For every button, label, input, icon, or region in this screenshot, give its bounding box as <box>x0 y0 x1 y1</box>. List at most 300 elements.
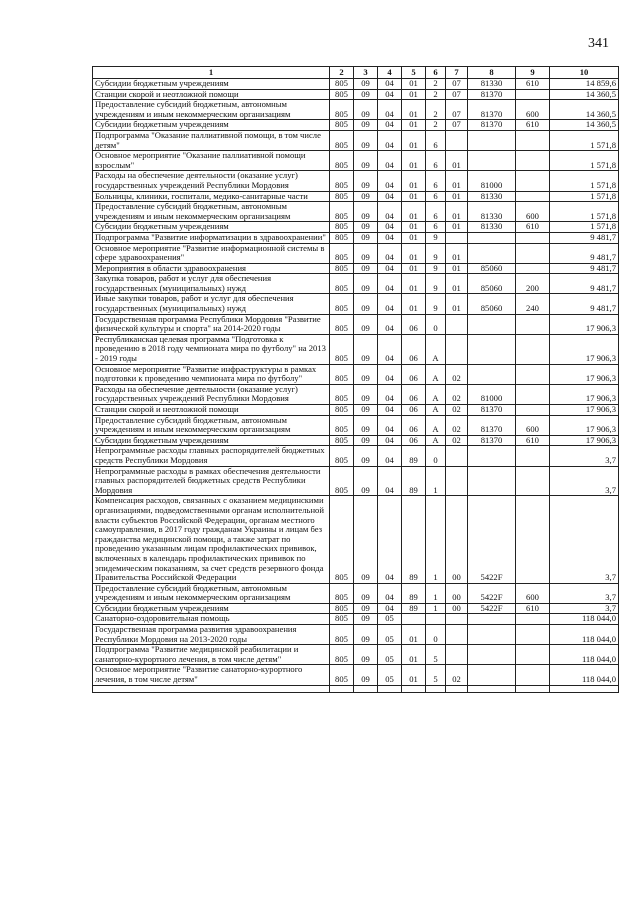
cell-ministry: 805 <box>330 603 354 614</box>
cell-direction: 81000 <box>468 171 516 191</box>
cell-activity: 02 <box>446 665 468 685</box>
header-cell: 4 <box>378 67 402 79</box>
header-cell: 5 <box>402 67 426 79</box>
cell-subsection: 04 <box>378 100 402 120</box>
cell-program: 06 <box>402 364 426 384</box>
cell-activity <box>446 446 468 466</box>
cell-amount: 14 360,5 <box>550 100 619 120</box>
cell-ministry: 805 <box>330 120 354 131</box>
cell-expense-type: 600 <box>516 583 550 603</box>
cell-subsection: 04 <box>378 120 402 131</box>
cell-section: 09 <box>354 130 378 150</box>
table-row <box>93 415 619 435</box>
cell-ministry: 805 <box>330 232 354 243</box>
cell-name: Государственная программа развития здравоохранения Республики Мордовия на 2013-2020 годы <box>93 625 330 645</box>
cell-ministry: 805 <box>330 405 354 416</box>
cell-program: 01 <box>402 171 426 191</box>
table-row <box>93 79 619 90</box>
cell-subprogram: 0 <box>426 625 446 645</box>
cell-ministry: 805 <box>330 364 354 384</box>
header-cell: 3 <box>354 67 378 79</box>
cell-program: 06 <box>402 314 426 334</box>
cell-activity: 01 <box>446 151 468 171</box>
cell-name: Субсидии бюджетным учреждениям <box>93 435 330 446</box>
cell-name: Республиканская целевая программа "Подготовка к проведению в 2018 году чемпионата мира по футболу" на 2013 - 2019 годы <box>93 334 330 364</box>
cell-activity: 07 <box>446 120 468 131</box>
cell-direction: 81330 <box>468 79 516 90</box>
cell-activity: 02 <box>446 405 468 416</box>
table-row <box>93 665 619 685</box>
cell-activity: 07 <box>446 89 468 100</box>
cell-program <box>402 614 426 625</box>
table-row <box>93 583 619 603</box>
cell-expense-type <box>516 232 550 243</box>
cell-subprogram: 2 <box>426 89 446 100</box>
cell-expense-type <box>516 446 550 466</box>
cell-amount: 1 571,8 <box>550 191 619 202</box>
cell-activity: 00 <box>446 583 468 603</box>
cell-section: 09 <box>354 263 378 274</box>
cell-amount: 17 906,3 <box>550 334 619 364</box>
cell-subprogram: 5 <box>426 665 446 685</box>
cell-section: 09 <box>354 222 378 233</box>
cell-direction <box>468 314 516 334</box>
cell-subsection: 05 <box>378 614 402 625</box>
cell-subsection: 04 <box>378 243 402 263</box>
cell-subsection: 04 <box>378 314 402 334</box>
cell-program: 89 <box>402 496 426 583</box>
cell-subsection: 04 <box>378 263 402 274</box>
cell-section: 09 <box>354 415 378 435</box>
cell-name: Подпрограмма "Оказание паллиативной помощи, в том числе детям" <box>93 130 330 150</box>
cell-name: Станции скорой и неотложной помощи <box>93 89 330 100</box>
cell-ministry: 805 <box>330 435 354 446</box>
cell-amount: 3,7 <box>550 583 619 603</box>
cell-expense-type: 610 <box>516 603 550 614</box>
cell-subprogram: А <box>426 364 446 384</box>
table-row <box>93 243 619 263</box>
cell-expense-type <box>516 665 550 685</box>
cell-ministry: 805 <box>330 100 354 120</box>
cell-ministry: 805 <box>330 274 354 294</box>
cell-direction: 81370 <box>468 89 516 100</box>
cell-expense-type <box>516 171 550 191</box>
cell-amount: 1 571,8 <box>550 222 619 233</box>
cell-direction: 85060 <box>468 274 516 294</box>
cell-program: 89 <box>402 603 426 614</box>
table-row <box>93 191 619 202</box>
cell-subsection: 04 <box>378 294 402 314</box>
cell-ministry: 805 <box>330 415 354 435</box>
cell-amount: 17 906,3 <box>550 384 619 404</box>
cell-program: 06 <box>402 334 426 364</box>
cell-ministry: 805 <box>330 89 354 100</box>
cell-section: 09 <box>354 603 378 614</box>
cell-section: 09 <box>354 496 378 583</box>
cell-name: Станции скорой и неотложной помощи <box>93 405 330 416</box>
cell-ministry: 805 <box>330 151 354 171</box>
cell-direction: 5422F <box>468 496 516 583</box>
cell-subprogram: 2 <box>426 79 446 90</box>
cell-expense-type: 200 <box>516 274 550 294</box>
cell-ministry: 805 <box>330 496 354 583</box>
cell-name: Предоставление субсидий бюджетным, автономным учреждениям и иным некоммерческим организациям <box>93 202 330 222</box>
cell-direction: 85060 <box>468 263 516 274</box>
cell-name: Основное мероприятие "Развитие информационной системы в сфере здравоохранения" <box>93 243 330 263</box>
table-row <box>93 202 619 222</box>
cell-activity: 02 <box>446 384 468 404</box>
cell-direction: 81370 <box>468 405 516 416</box>
cell-direction <box>468 243 516 263</box>
cell-subsection: 04 <box>378 79 402 90</box>
cell-amount: 9 481,7 <box>550 294 619 314</box>
cell-ministry: 805 <box>330 645 354 665</box>
cell-direction: 5422F <box>468 583 516 603</box>
cell-section: 09 <box>354 446 378 466</box>
cell-amount: 3,7 <box>550 603 619 614</box>
cell-section: 09 <box>354 202 378 222</box>
cell-direction <box>468 232 516 243</box>
cell-subprogram: 9 <box>426 294 446 314</box>
cell-expense-type <box>516 89 550 100</box>
cell-subsection: 04 <box>378 415 402 435</box>
table-header-row <box>93 67 619 79</box>
cell-activity: 01 <box>446 222 468 233</box>
cell-activity: 07 <box>446 79 468 90</box>
cell-ministry: 805 <box>330 625 354 645</box>
cell-subsection: 04 <box>378 435 402 446</box>
cell-subsection: 04 <box>378 583 402 603</box>
cell-activity: 02 <box>446 415 468 435</box>
table-row <box>93 171 619 191</box>
cell-program: 01 <box>402 665 426 685</box>
cell-direction <box>468 364 516 384</box>
cell-section: 09 <box>354 120 378 131</box>
cell-subsection: 05 <box>378 645 402 665</box>
cell-subprogram: 1 <box>426 603 446 614</box>
cell-ministry: 805 <box>330 466 354 496</box>
cell-program: 01 <box>402 202 426 222</box>
cell-subsection: 05 <box>378 625 402 645</box>
cell-expense-type <box>516 130 550 150</box>
header-cell: 2 <box>330 67 354 79</box>
cell-subprogram <box>426 614 446 625</box>
cell-amount: 9 481,7 <box>550 263 619 274</box>
cell-amount: 9 481,7 <box>550 274 619 294</box>
cell-direction: 81370 <box>468 415 516 435</box>
cell-subsection: 04 <box>378 446 402 466</box>
cell-amount: 1 571,8 <box>550 202 619 222</box>
header-cell: 9 <box>516 67 550 79</box>
cell-subprogram: 6 <box>426 191 446 202</box>
cell-ministry: 805 <box>330 665 354 685</box>
cell-program: 01 <box>402 645 426 665</box>
header-cell: 7 <box>446 67 468 79</box>
cell-expense-type: 610 <box>516 79 550 90</box>
cell-name: Расходы на обеспечение деятельности (оказание услуг) государственных учреждений Республики Мордовия <box>93 384 330 404</box>
cell-activity: 02 <box>446 364 468 384</box>
cell-subsection: 04 <box>378 202 402 222</box>
cell-program: 06 <box>402 415 426 435</box>
cell-activity: 01 <box>446 294 468 314</box>
cell-name: Предоставление субсидий бюджетным, автономным учреждениям и иным некоммерческим организациям <box>93 415 330 435</box>
cell-direction <box>468 151 516 171</box>
table-row <box>93 466 619 496</box>
cell-direction: 5422F <box>468 603 516 614</box>
cell-amount: 17 906,3 <box>550 405 619 416</box>
cell-ministry: 805 <box>330 263 354 274</box>
cell-amount: 9 481,7 <box>550 232 619 243</box>
cell-name: Больницы, клиники, госпитали, медико-санитарные части <box>93 191 330 202</box>
cell-subsection: 04 <box>378 171 402 191</box>
cell-direction <box>468 334 516 364</box>
cell-subsection: 04 <box>378 466 402 496</box>
cell-section: 09 <box>354 364 378 384</box>
cell-expense-type: 600 <box>516 202 550 222</box>
cell-direction: 81370 <box>468 120 516 131</box>
cell-activity <box>446 614 468 625</box>
cell-name: Государственная программа Республики Мордовия "Развитие физической культуры и спорта" на 2014-2020 годы <box>93 314 330 334</box>
cell-direction <box>468 614 516 625</box>
cell-section: 09 <box>354 384 378 404</box>
cell-expense-type <box>516 364 550 384</box>
table-row <box>93 130 619 150</box>
cell-section: 09 <box>354 314 378 334</box>
table-row <box>93 334 619 364</box>
cell-direction: 85060 <box>468 294 516 314</box>
cell-subprogram: 9 <box>426 232 446 243</box>
cell-name: Непрограммные расходы в рамках обеспечения деятельности главных распорядителей бюджетных средств Республики Мордовия <box>93 466 330 496</box>
cell-ministry: 805 <box>330 334 354 364</box>
cell-program: 01 <box>402 222 426 233</box>
cell-direction <box>468 665 516 685</box>
cell-expense-type <box>516 614 550 625</box>
table-row <box>93 384 619 404</box>
cell-subprogram: А <box>426 435 446 446</box>
cell-amount: 14 360,5 <box>550 89 619 100</box>
cell-subprogram: А <box>426 405 446 416</box>
cell-subsection: 05 <box>378 665 402 685</box>
cell-subprogram: 6 <box>426 151 446 171</box>
cell-expense-type <box>516 405 550 416</box>
table-row <box>93 645 619 665</box>
cell-name: Подпрограмма "Развитие медицинской реабилитации и санаторно-курортного лечения, в том числе детям" <box>93 645 330 665</box>
cell-name: Основное мероприятие "Развитие санаторно-курортного лечения, в том числе детям" <box>93 665 330 685</box>
cell-section: 09 <box>354 100 378 120</box>
cell-expense-type <box>516 263 550 274</box>
cell-expense-type <box>516 625 550 645</box>
cell-subsection: 04 <box>378 364 402 384</box>
cell-ministry: 805 <box>330 222 354 233</box>
cell-section: 09 <box>354 191 378 202</box>
cell-program: 06 <box>402 405 426 416</box>
cell-name: Непрограммные расходы главных распорядителей бюджетных средств Республики Мордовия <box>93 446 330 466</box>
cell-name: Основное мероприятие "Оказание паллиативной помощи взрослым" <box>93 151 330 171</box>
cell-activity <box>446 232 468 243</box>
table-row <box>93 446 619 466</box>
cell-name: Субсидии бюджетным учреждениям <box>93 222 330 233</box>
table-row <box>93 435 619 446</box>
cell-activity: 01 <box>446 263 468 274</box>
cell-expense-type <box>516 496 550 583</box>
cell-amount: 17 906,3 <box>550 415 619 435</box>
cell-activity: 01 <box>446 202 468 222</box>
cell-subprogram: 6 <box>426 202 446 222</box>
header-cell: 1 <box>93 67 330 79</box>
cell-section: 09 <box>354 171 378 191</box>
cell-expense-type <box>516 645 550 665</box>
cell-program: 01 <box>402 151 426 171</box>
cell-name: Субсидии бюджетным учреждениям <box>93 120 330 131</box>
cell-direction <box>468 446 516 466</box>
cell-name: Основное мероприятие "Развитие инфраструктуры в рамках подготовки к проведению чемпионата мира по футболу" <box>93 364 330 384</box>
cell-section: 09 <box>354 232 378 243</box>
cell-expense-type <box>516 334 550 364</box>
cell-subsection: 04 <box>378 274 402 294</box>
cell-subsection: 04 <box>378 130 402 150</box>
cell-ministry: 805 <box>330 614 354 625</box>
cell-subsection: 04 <box>378 603 402 614</box>
cell-ministry: 805 <box>330 294 354 314</box>
header-cell: 8 <box>468 67 516 79</box>
cell-program: 89 <box>402 583 426 603</box>
cell-amount: 14 859,6 <box>550 79 619 90</box>
cell-subprogram: 1 <box>426 496 446 583</box>
cell-name: Расходы на обеспечение деятельности (оказание услуг) государственных учреждений Республики Мордовия <box>93 171 330 191</box>
table-row <box>93 89 619 100</box>
cell-program: 01 <box>402 79 426 90</box>
cell-activity: 00 <box>446 496 468 583</box>
cell-expense-type: 240 <box>516 294 550 314</box>
cell-expense-type <box>516 384 550 404</box>
cell-direction: 81370 <box>468 100 516 120</box>
cell-section: 09 <box>354 294 378 314</box>
cell-amount: 9 481,7 <box>550 243 619 263</box>
cell-amount: 17 906,3 <box>550 364 619 384</box>
cell-expense-type: 610 <box>516 435 550 446</box>
cell-amount: 118 044,0 <box>550 665 619 685</box>
cell-expense-type: 610 <box>516 222 550 233</box>
cell-subprogram: 1 <box>426 583 446 603</box>
cell-name: Компенсация расходов, связанных с оказанием медицинскими организациями, подведомственными органам исполнительной власти субъектов Российской Федерации, органам местного самоуправления, в 2017 году гражданам Украины и лицам без гражданства медицинской помощи, а также затрат по проведению указанным лицам профилактических прививок, включенных в календарь профилактических прививок по эпидемическим показаниям, за счет средств резервного фонда Правительства Российской Федерации <box>93 496 330 583</box>
cell-direction <box>468 466 516 496</box>
cell-section: 09 <box>354 583 378 603</box>
cell-amount: 118 044,0 <box>550 645 619 665</box>
cell-subprogram: 6 <box>426 222 446 233</box>
cell-activity: 01 <box>446 243 468 263</box>
cell-program: 01 <box>402 191 426 202</box>
cell-section: 09 <box>354 89 378 100</box>
cell-ministry: 805 <box>330 583 354 603</box>
cell-section: 09 <box>354 79 378 90</box>
cell-amount: 3,7 <box>550 446 619 466</box>
cell-ministry: 805 <box>330 243 354 263</box>
cell-subsection: 04 <box>378 334 402 364</box>
cell-activity <box>446 314 468 334</box>
cell-activity: 01 <box>446 191 468 202</box>
cell-amount: 118 044,0 <box>550 625 619 645</box>
cell-expense-type <box>516 466 550 496</box>
cell-activity <box>446 466 468 496</box>
cell-ministry: 805 <box>330 202 354 222</box>
cell-name: Субсидии бюджетным учреждениям <box>93 79 330 90</box>
cell-ministry: 805 <box>330 384 354 404</box>
cell-program: 01 <box>402 243 426 263</box>
cell-ministry: 805 <box>330 191 354 202</box>
cell-subsection: 04 <box>378 191 402 202</box>
cell-subsection: 04 <box>378 222 402 233</box>
table-body <box>93 79 619 686</box>
cell-program: 01 <box>402 120 426 131</box>
cell-subprogram: 2 <box>426 100 446 120</box>
header-cell: 10 <box>550 67 619 79</box>
cell-program: 01 <box>402 100 426 120</box>
cell-ministry: 805 <box>330 171 354 191</box>
cell-subprogram: 9 <box>426 274 446 294</box>
table-row-empty <box>93 685 619 692</box>
cell-section: 09 <box>354 243 378 263</box>
table-row <box>93 120 619 131</box>
table-row <box>93 314 619 334</box>
cell-expense-type: 600 <box>516 415 550 435</box>
cell-amount: 17 906,3 <box>550 435 619 446</box>
cell-direction: 81370 <box>468 435 516 446</box>
cell-subsection: 04 <box>378 496 402 583</box>
cell-program: 06 <box>402 384 426 404</box>
cell-section: 09 <box>354 435 378 446</box>
cell-amount: 1 571,8 <box>550 130 619 150</box>
cell-direction: 81330 <box>468 191 516 202</box>
cell-program: 01 <box>402 89 426 100</box>
cell-subsection: 04 <box>378 405 402 416</box>
cell-activity: 00 <box>446 603 468 614</box>
cell-subprogram: 5 <box>426 645 446 665</box>
cell-section: 09 <box>354 625 378 645</box>
cell-program: 89 <box>402 446 426 466</box>
table-row <box>93 405 619 416</box>
cell-direction <box>468 645 516 665</box>
table-row <box>93 274 619 294</box>
cell-subprogram: 6 <box>426 171 446 191</box>
cell-subprogram: 0 <box>426 446 446 466</box>
table-row <box>93 232 619 243</box>
table-row <box>93 222 619 233</box>
cell-name: Предоставление субсидий бюджетным, автономным учреждениям и иным некоммерческим организациям <box>93 100 330 120</box>
page-number: 341 <box>588 36 609 51</box>
cell-direction <box>468 625 516 645</box>
cell-activity <box>446 625 468 645</box>
cell-subsection: 04 <box>378 89 402 100</box>
cell-expense-type <box>516 191 550 202</box>
cell-expense-type <box>516 243 550 263</box>
cell-name: Мероприятия в области здравоохранения <box>93 263 330 274</box>
cell-name: Санаторно-оздоровительная помощь <box>93 614 330 625</box>
cell-amount: 3,7 <box>550 496 619 583</box>
cell-program: 01 <box>402 294 426 314</box>
cell-section: 09 <box>354 645 378 665</box>
cell-program: 06 <box>402 435 426 446</box>
cell-subprogram: 6 <box>426 130 446 150</box>
cell-section: 09 <box>354 665 378 685</box>
cell-activity <box>446 645 468 665</box>
cell-program: 89 <box>402 466 426 496</box>
cell-amount: 1 571,8 <box>550 171 619 191</box>
cell-section: 09 <box>354 466 378 496</box>
cell-subsection: 04 <box>378 232 402 243</box>
table-row <box>93 151 619 171</box>
cell-activity: 01 <box>446 274 468 294</box>
cell-program: 01 <box>402 263 426 274</box>
